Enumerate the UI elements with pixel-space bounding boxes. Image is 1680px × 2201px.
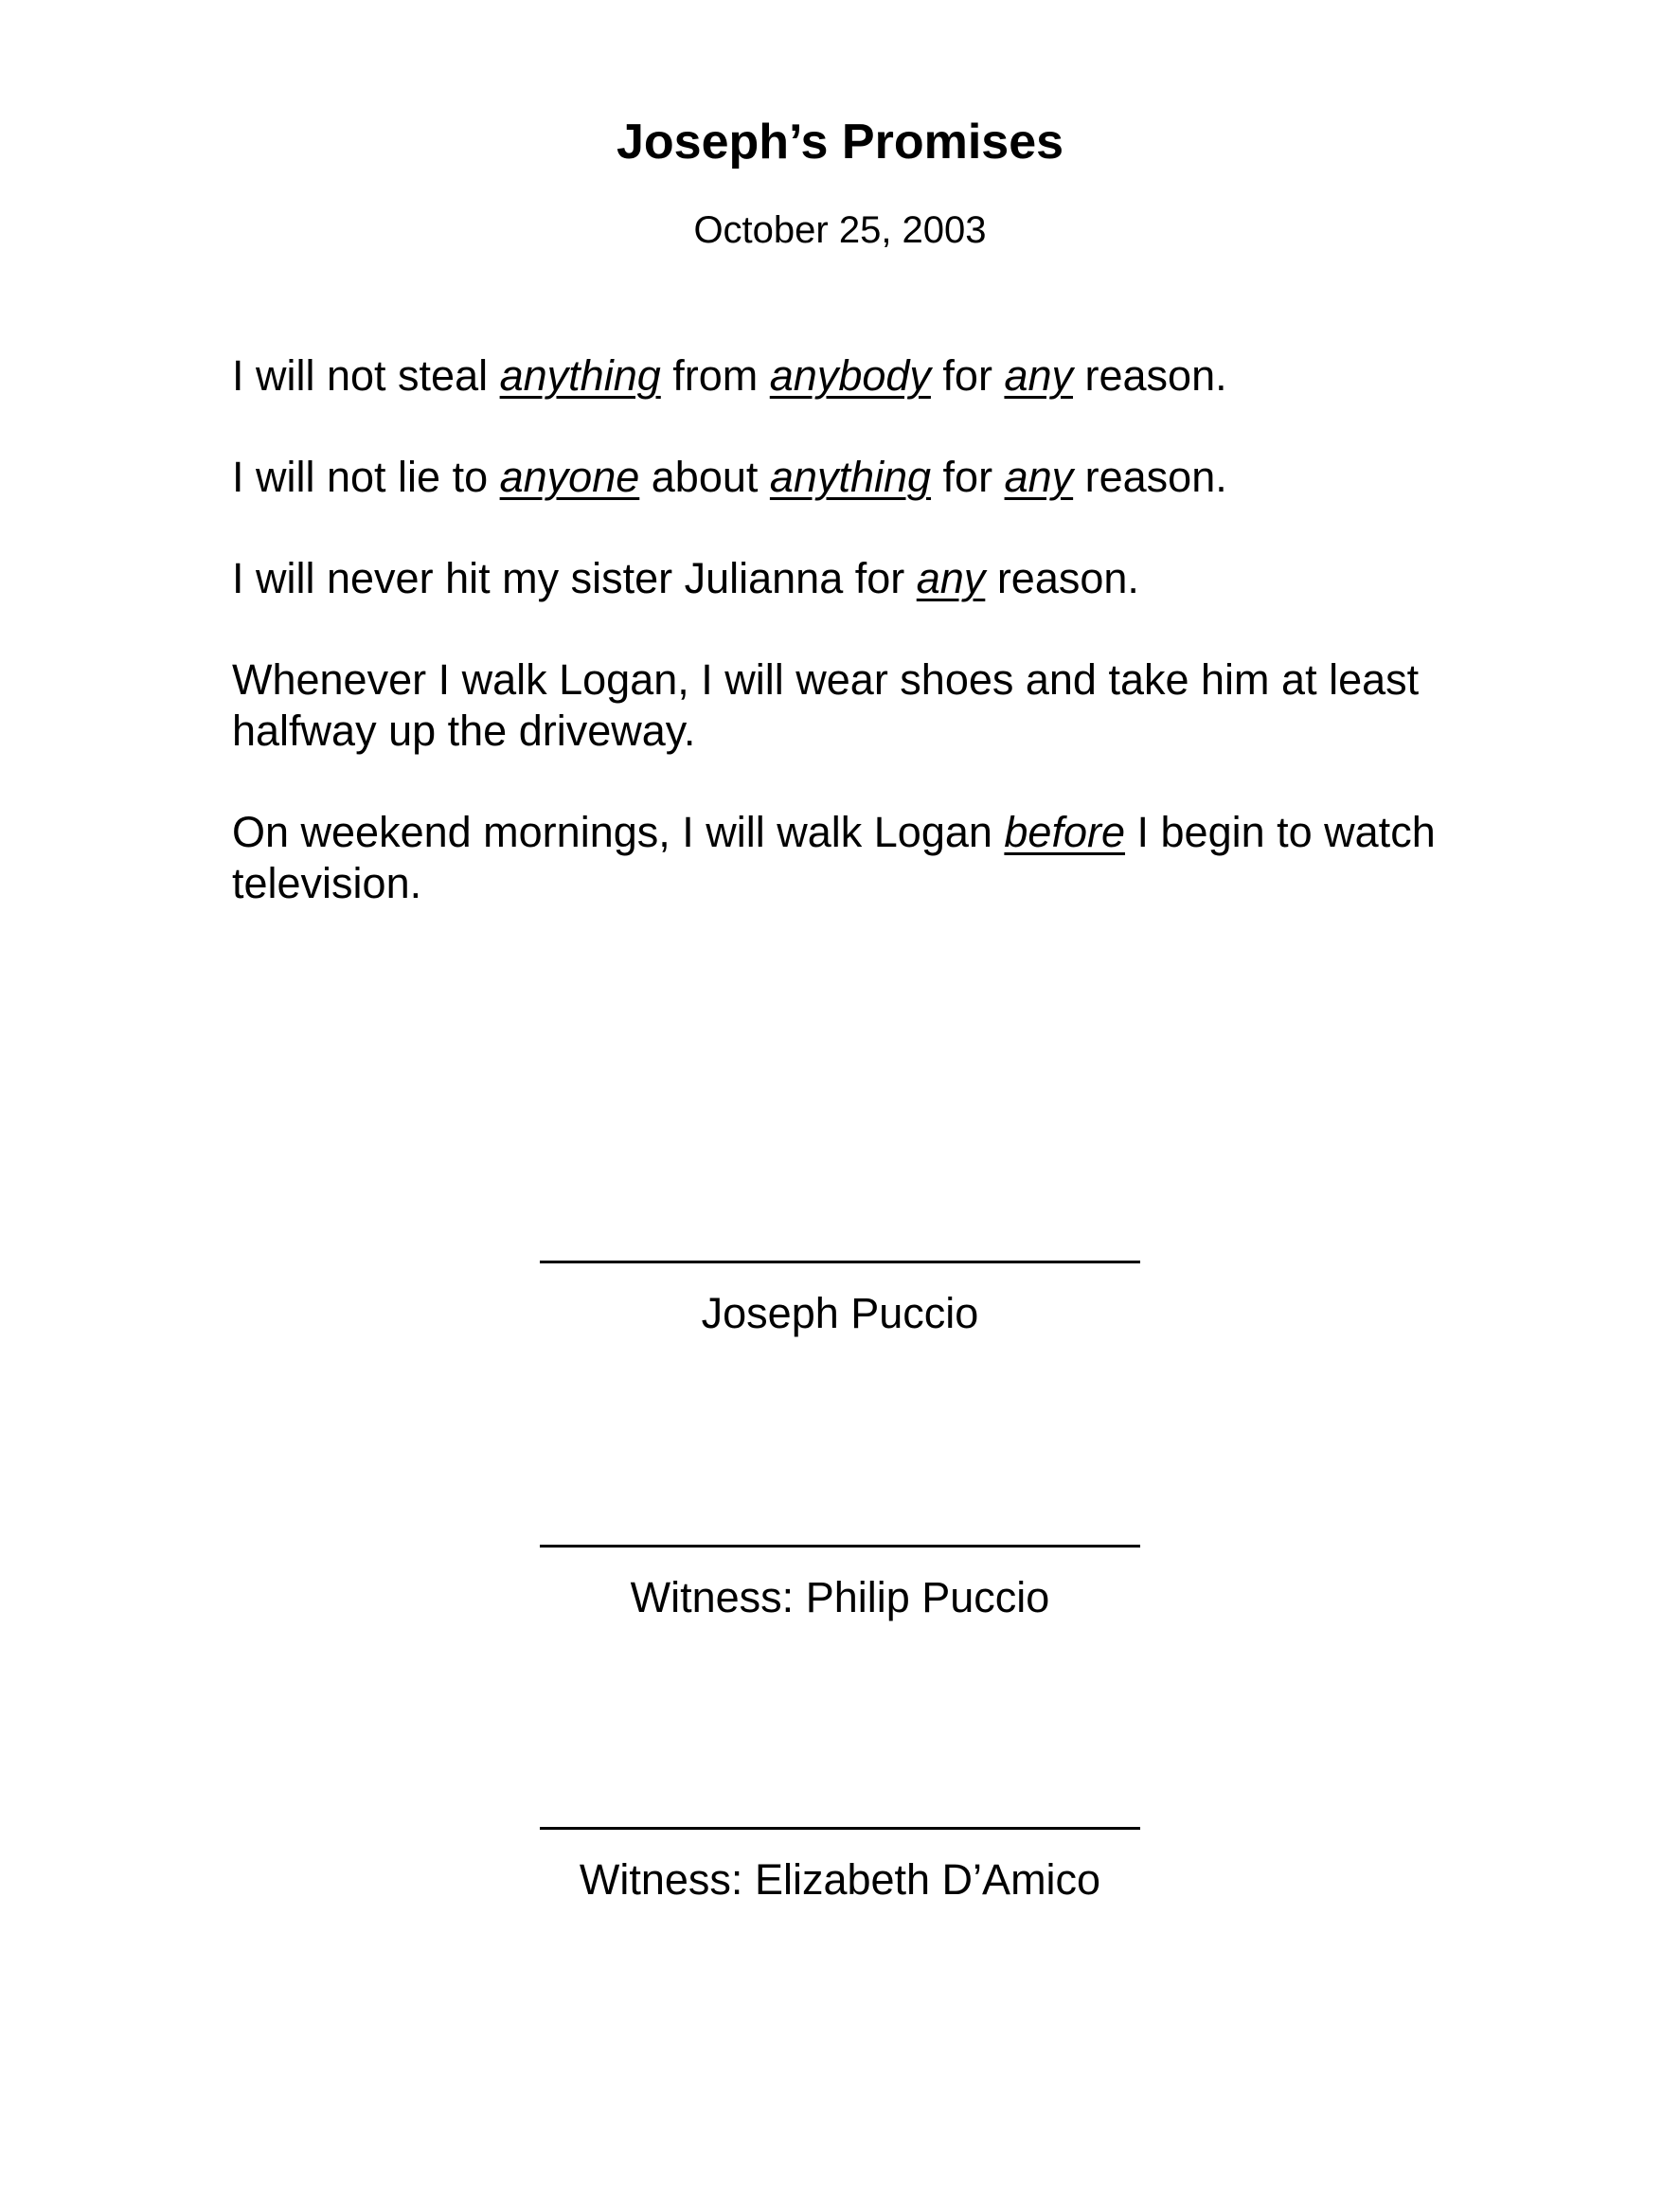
emphasized-word: any: [1004, 351, 1074, 400]
emphasized-word: anything: [499, 351, 661, 400]
signature-label: Witness: Philip Puccio: [630, 1573, 1050, 1621]
emphasized-word: anyone: [499, 453, 640, 501]
promise-text: for: [931, 453, 1005, 501]
promise-text: On weekend mornings, I will walk Logan: [232, 808, 1005, 856]
signature-block-witness-elizabeth: [0, 1827, 1680, 1906]
promise-text: from: [660, 351, 770, 400]
promise-text: reason.: [1073, 453, 1227, 501]
signature-block-joseph: [0, 1261, 1680, 1339]
signature-line: [540, 1545, 1140, 1548]
promise-text: Whenever I walk Logan, I will wear shoes and take him at least halfway up the driveway.: [232, 655, 1420, 755]
promise-text: reason.: [1073, 351, 1227, 400]
emphasized-word: before: [1004, 808, 1126, 856]
promise-item: [232, 553, 1482, 604]
promise-text: for: [930, 351, 1005, 400]
promise-item: [232, 654, 1482, 757]
document-title: Joseph’s Promises: [616, 115, 1064, 170]
promise-item: [232, 452, 1482, 503]
emphasized-word: anything: [769, 453, 932, 501]
signature-label: Joseph Puccio: [701, 1289, 979, 1337]
promise-text: I will never hit my sister Julianna for: [232, 554, 917, 602]
signature-line: [540, 1261, 1140, 1263]
promise-item: [232, 350, 1482, 402]
promise-text: about: [639, 453, 770, 501]
promise-list: [232, 350, 1482, 959]
emphasized-word: anybody: [769, 351, 931, 400]
signature-line: [540, 1827, 1140, 1830]
document-date: October 25, 2003: [693, 209, 987, 251]
signature-label: Witness: Elizabeth D’Amico: [579, 1855, 1101, 1904]
emphasized-word: any: [1004, 453, 1074, 501]
emphasized-word: any: [916, 554, 986, 602]
promise-text: I will not lie to: [232, 453, 500, 501]
promise-item: [232, 807, 1482, 909]
promise-text: I begin to watch television.: [232, 808, 1436, 907]
promise-text: I will not steal: [232, 351, 500, 400]
promise-text: reason.: [985, 554, 1139, 602]
signature-block-witness-philip: [0, 1545, 1680, 1623]
